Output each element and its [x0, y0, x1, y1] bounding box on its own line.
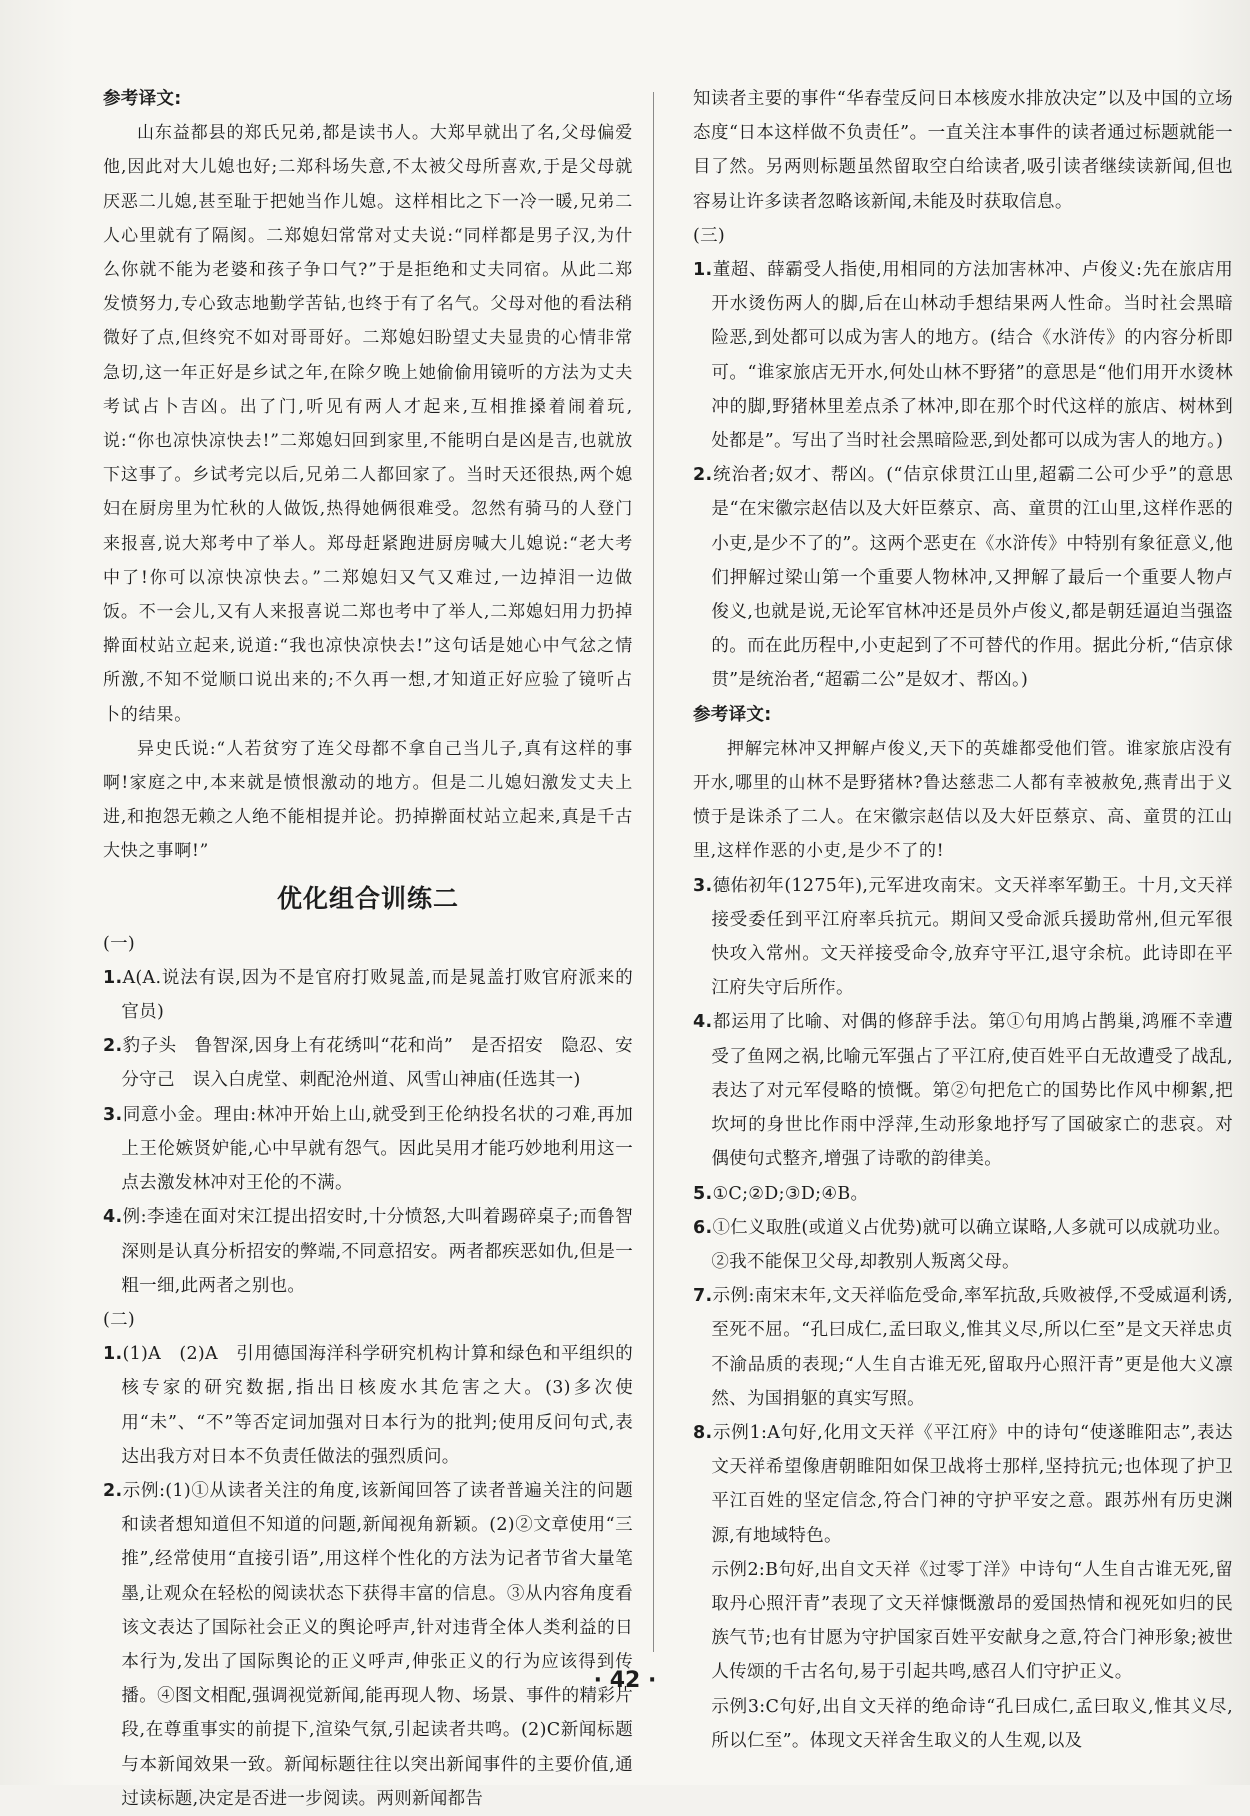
item-text: 都运用了比喻、对偶的修辞手法。第①句用鸠占鹊巢,鸿雁不幸遭受了鱼网之祸,比喻元军强占了平江府,使百姓平白无故遭受了战乱,表达了对元军侵略的愤慨。第②句把危亡的国势比作风中柳絮,把坎坷的身世比作雨中浮萍,生动形象地抒写了国破家亡的悲哀。对偶使句式整齐,增强了诗歌的韵律美。 — [711, 1012, 1233, 1170]
right-column — [693, 82, 1233, 1758]
item-text: 同意小金。理由:林冲开始上山,就受到王伦纳投名状的刁难,再加上王伦嫉贤妒能,心中早就有怨气。因此吴用才能巧妙地利用这一点去激发林冲对王伦的不满。 — [121, 1104, 633, 1194]
answer-item — [693, 1177, 1233, 1211]
section-title: 优化组合训练二 — [276, 883, 459, 913]
item-number: 1. — [103, 967, 123, 988]
item-number: 6. — [693, 1217, 713, 1238]
answer-item — [103, 1337, 633, 1474]
reference-paragraph: 异史氏说:“人若贫穷了连父母都不拿自己当儿子,真有这样的事啊!家庭之中,本来就是愤恨激动的地方。但是二儿媳妇激发丈夫上进,和抱怨无赖之人绝不能相提并论。扔掉擀面杖站立起来,真是千古大快之事啊!” — [103, 738, 633, 862]
answer-item — [103, 1029, 633, 1097]
item-text: ①仁义取胜(或道义占优势)就可以确立谋略,人多就可以成就功业。 — [712, 1217, 1231, 1238]
answer-item — [103, 961, 633, 1029]
item-number: 2. — [693, 465, 713, 486]
item-text: 统治者;奴才、帮凶。(“佶京俅贯江山里,超霸二公可少乎”的意思是“在宋徽宗赵佶以及大奸臣蔡京、高、童贯的江山里,这样作恶的小吏,是少不了的”。这两个恶吏在《水浒传》中特别有象征意义,他们押解过梁山第一个重要人物林冲,又押解了最后一个重要人物卢俊义,也就是说,无论军官林冲还是员外卢俊义,都是朝廷逼迫当强盗的。而在此历程中,小吏起到了不可替代的作用。据此分析,“佶京俅贯”是统治者,“超霸二公”是奴才、帮凶。) — [711, 465, 1233, 691]
part-label: (二) — [103, 1309, 136, 1330]
item-text: 董超、薛霸受人指使,用相同的方法加害林冲、卢俊义:先在旅店用开水烫伤两人的脚,后在山林动手想结果两人性命。当时社会黑暗险恶,到处都可以成为害人的地方。(结合《水浒传》的内容分析即可。“谁家旅店无开水,何处山林不野猪”的意思是“他们用开水烫林冲的脚,野猪林里差点杀了林冲,即在那个时代这样的旅店、树林到处都是”。写出了当时社会黑暗险恶,到处都可以成为害人的地方。) — [711, 260, 1233, 452]
answer-item — [693, 1211, 1233, 1245]
item-text: 例:李逵在面对宋江提出招安时,十分愤怒,大叫着踢碎桌子;而鲁智深则是认真分析招安的弊端,不同意招安。两者都疾恶如仇,但是一粗一细,此两者之别也。 — [121, 1207, 633, 1296]
reference-translation-heading: 参考译文: — [103, 89, 182, 109]
item-number: 4. — [693, 1012, 713, 1033]
item-number: 3. — [103, 1104, 123, 1125]
item-number: 4. — [103, 1207, 123, 1228]
answer-item — [693, 1005, 1233, 1176]
page-number: · 42 · — [593, 1668, 657, 1693]
answer-example: 示例3:C句好,出自文天祥的绝命诗“孔曰成仁,孟曰取义,惟其义尽,所以仁至”。体现文天祥舍生取义的人生观,以及 — [711, 1696, 1233, 1751]
item-number: 2. — [103, 1480, 123, 1501]
item-text: A(A.说法有误,因为不是官府打败晁盖,而是晁盖打败官府派来的官员) — [121, 967, 633, 1023]
reference-paragraph: 山东益都县的郑氏兄弟,都是读书人。大郑早就出了名,父母偏爱他,因此对大儿媳也好;二郑科场失意,不太被父母所喜欢,于是父母就厌恶二儿媳,甚至耻于把她当作儿媳。这样相比之下一冷一暖,兄弟二人心里就有了隔阂。二郑媳妇常常对丈夫说:“同样都是男子汉,为什么你就不能为老婆和孩子争口气?”于是拒绝和丈夫同宿。从此二郑发愤努力,专心致志地勤学苦钻,也终于有了名气。父母对他的看法稍微好了点,但终究不如对哥哥好。二郑媳妇盼望丈夫显贵的心情非常急切,这一年正好是乡试之年,在除夕晚上她偷偷用镜听的方法为丈夫考试占卜吉凶。出了门,听见有两人才起来,互相推搡着闹着玩,说:“你也凉快凉快去!”二郑媳妇回到家里,不能明白是凶是吉,也就放下这事了。乡试考完以后,兄弟二人都回家了。当时天还很热,两个媳妇在厨房里为忙秋的人做饭,热得她俩很难受。忽然有骑马的人登门来报喜,说大郑考中了举人。郑母赶紧跑进厨房喊大儿媳说:“老大考中了!你可以凉快凉快去。”二郑媳妇又气又难过,一边掉泪一边做饭。不一会儿,又有人来报喜说二郑也考中了举人,二郑媳妇用力扔掉擀面杖站立起来,说道:“我也凉快凉快去!”这句话是她心中气忿之情所激,不知不觉顺口说出来的;不久再一想,才知道正好应验了镜听占卜的结果。 — [103, 123, 633, 725]
answer-item — [693, 869, 1233, 1006]
item-number: 3. — [693, 875, 713, 896]
item-number: 1. — [693, 260, 713, 281]
answer-item — [693, 458, 1233, 697]
answer-item — [693, 1416, 1233, 1553]
continued-paragraph: 知读者主要的事件“华春莹反问日本核废水排放决定”以及中国的立场态度“日本这样做不负责任”。一直关注本事件的读者通过标题就能一目了然。另两则标题虽然留取空白给读者,吸引读者继续读新闻,但也容易让许多读者忽略该新闻,未能及时获取信息。 — [693, 89, 1233, 212]
item-number: 8. — [693, 1422, 713, 1443]
answer-item — [693, 253, 1233, 458]
item-text: (1)A (2)A 引用德国海洋科学研究机构计算和绿色和平组织的核专家的研究数据,指出日核废水其危害之大。(3)多次使用“未”、“不”等否定词加强对日本行为的批判;使用反问句式,表达出我方对日本不负责任做法的强烈质问。 — [121, 1344, 633, 1467]
part-label: (一) — [103, 933, 136, 954]
item-text: 豹子头 鲁智深,因身上有花绣叫“花和尚” 是否招安 隐忍、安分守己 误入白虎堂、刺配沧州道、风雪山神庙(任选其一) — [121, 1036, 633, 1091]
item-text: 德佑初年(1275年),元军进攻南宋。文天祥率军勤王。十月,文天祥接受委任到平江府率兵抗元。期间又受命派兵援助常州,但元军很快攻入常州。文天祥接受命令,放弃守平江,退守余杭。此诗即在平江府失守后所作。 — [711, 875, 1233, 999]
answer-item — [693, 1279, 1233, 1416]
item-number: 1. — [103, 1344, 123, 1365]
answer-example: 示例2:B句好,出自文天祥《过零丁洋》中诗句“人生自古谁无死,留取丹心照汗青”表现了文天祥慷慨激昂的爱国热情和视死如归的民族气节;也有甘愿为守护国家百姓平安献身之意,符合门神形象;被世人传颂的千古名句,易于引起共鸣,感召人们守护正义。 — [711, 1559, 1233, 1683]
item-number: 7. — [693, 1286, 713, 1307]
column-divider — [653, 92, 654, 1652]
reference-paragraph: 押解完林冲又押解卢俊义,天下的英雄都受他们管。谁家旅店没有开水,哪里的山林不是野猪林?鲁达慈悲二人都有幸被赦免,燕青出于义愤于是诛杀了二人。在宋徽宗赵佶以及大奸臣蔡京、高、童贯的江山里,这样作恶的小吏,是少不了的! — [693, 738, 1233, 862]
answer-item — [103, 1474, 633, 1816]
answer-subitem: ②我不能保卫父母,却教别人叛离父母。 — [711, 1251, 1020, 1272]
item-text: ①C;②D;③D;④B。 — [712, 1183, 869, 1204]
reference-translation-heading: 参考译文: — [693, 704, 772, 725]
item-text: 示例:南宋末年,文天祥临危受命,率军抗敌,兵败被俘,不受威逼利诱,至死不屈。“孔曰成仁,孟曰取义,惟其义尽,所以仁至”是文天祥忠贞不渝品质的表现;“人生自古谁无死,留取丹心照汗青”更是他大义凛然、为国捐躯的真实写照。 — [711, 1286, 1233, 1409]
answer-item — [103, 1200, 633, 1303]
item-text: 示例:(1)①从读者关注的角度,该新闻回答了读者普遍关注的问题和读者想知道但不知道的问题,新闻视角新颖。(2)②文章使用“三推”,经常使用“直接引语”,用这样个性化的方法为记者节省大量笔墨,让观众在轻松的阅读状态下获得丰富的信息。③从内容角度看该文表达了国际社会正义的舆论呼声,针对违背全体人类利益的日本行为,发出了国际舆论的正义呼声,伸张正义的行为应该得到传播。④图文相配,强调视觉新闻,能再现人物、场景、事件的精彩片段,在尊重事实的前提下,渲染气氛,引起读者共鸣。(2)C新闻标题与本新闻效果一致。新闻标题往往以突出新闻事件的主要价值,通过读标题,决定是否进一步阅读。两则新闻都告 — [121, 1480, 633, 1809]
left-column — [103, 82, 633, 1816]
answer-item — [103, 1098, 633, 1201]
item-number: 2. — [103, 1036, 123, 1057]
part-label: (三) — [693, 225, 726, 246]
item-text: 示例1:A句好,化用文天祥《平江府》中的诗句“使遂睢阳志”,表达文天祥希望像唐朝睢阳如保卫战将士那样,坚持抗元;也体现了护卫平江百姓的坚定信念,符合门神的守护平安之意。跟苏州有历史渊源,有地域特色。 — [711, 1422, 1233, 1546]
item-number: 5. — [693, 1183, 713, 1204]
